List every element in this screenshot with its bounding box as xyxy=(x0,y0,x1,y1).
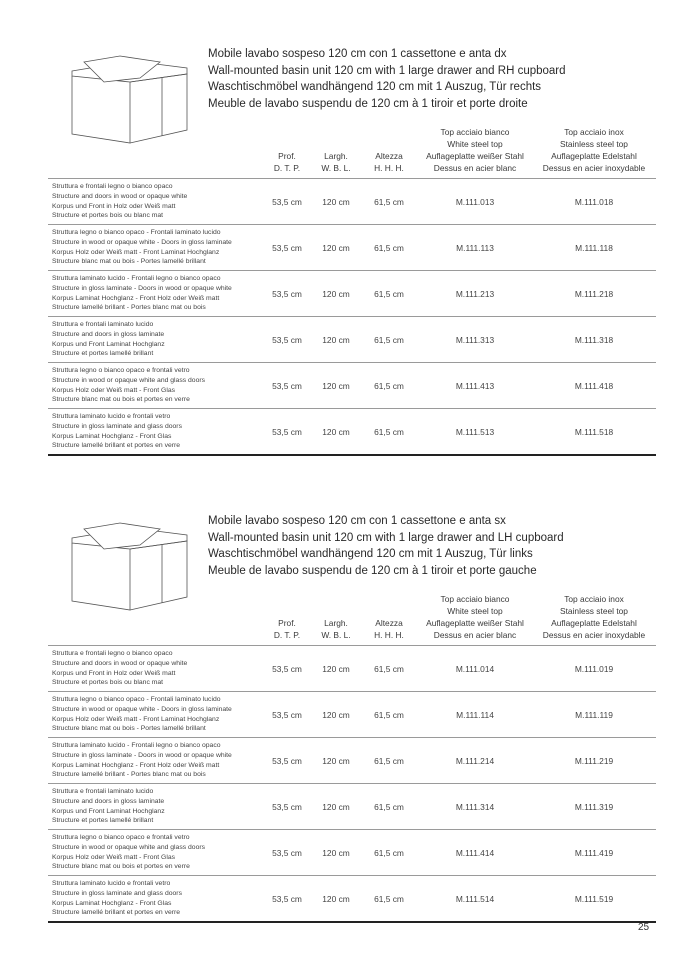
description-line: Structure in gloss laminate and glass doors xyxy=(52,422,182,430)
product-table xyxy=(48,645,656,923)
stainless-steel-code: M.111.318 xyxy=(532,317,656,363)
description-line: Structure lamellé brillant et portes en verre xyxy=(52,442,181,450)
product-title: Waschtischmöbel wandhängend 120 cm mit 1 Auszug, Tür rechts xyxy=(208,81,542,93)
width-cell: 120 cm xyxy=(312,830,360,876)
depth-cell: 53,5 cm xyxy=(262,317,312,363)
row-description xyxy=(48,876,262,923)
column-header-line: Top acciaio inox xyxy=(564,127,624,137)
description-line: Struttura e frontali legno o bianco opaco xyxy=(52,183,173,191)
row-description xyxy=(48,179,262,225)
description-line: Structure et portes bois ou blanc mat xyxy=(52,212,164,220)
column-header xyxy=(262,150,312,174)
description-line: Structure in gloss laminate and glass doors xyxy=(52,889,182,897)
row-description xyxy=(48,317,262,363)
description-line: Struttura laminato lucido - Frontali legno o bianco opaco xyxy=(52,275,221,283)
product-title: Wall-mounted basin unit 120 cm with 1 large drawer and LH cupboard xyxy=(208,531,564,544)
description-line: Structure blanc mat ou bois et portes en verre xyxy=(52,396,190,404)
column-header-line: H. H. H. xyxy=(374,630,404,640)
column-header xyxy=(532,593,656,641)
width-cell: 120 cm xyxy=(312,876,360,923)
column-header-line: Auflageplatte Edelstahl xyxy=(551,618,637,628)
depth-cell: 53,5 cm xyxy=(262,784,312,830)
column-header-line: Top acciaio bianco xyxy=(440,594,510,604)
table-row xyxy=(48,876,656,923)
stainless-steel-code: M.111.219 xyxy=(532,738,656,784)
stainless-steel-code: M.111.018 xyxy=(532,179,656,225)
description-line: Korpus und Front in Holz oder Weiß matt xyxy=(52,669,176,677)
description-line: Korpus Holz oder Weiß matt - Front Laminat Hochglanz xyxy=(52,248,220,256)
column-header-line: Auflageplatte weißer Stahl xyxy=(426,618,524,628)
table-row xyxy=(48,363,656,409)
description-line: Structure and doors in wood or opaque white xyxy=(52,192,188,200)
column-header-line: Altezza xyxy=(375,151,403,161)
column-header-line: Prof. xyxy=(278,618,296,628)
description-line: Struttura legno o bianco opaco e frontali vetro xyxy=(52,367,190,375)
depth-cell: 53,5 cm xyxy=(262,646,312,692)
column-header-line: Dessus en acier inoxydable xyxy=(542,163,646,173)
description-line: Struttura legno o bianco opaco - Frontali laminato lucido xyxy=(52,696,221,704)
description-line: Korpus Laminat Hochglanz - Front Glas xyxy=(52,899,172,907)
description-line: Struttura laminato lucido e frontali vetro xyxy=(52,413,171,421)
width-cell: 120 cm xyxy=(312,271,360,317)
description-line: Structure blanc mat ou bois - Portes lamellé brillant xyxy=(52,258,206,266)
column-header xyxy=(532,126,656,174)
description-line: Structure in wood or opaque white - Doors in gloss laminate xyxy=(52,705,232,713)
description-line: Structure in gloss laminate - Doors in wood or opaque white xyxy=(52,284,232,292)
description-line: Korpus Holz oder Weiß matt - Front Glas xyxy=(52,386,176,394)
column-header-line: H. H. H. xyxy=(374,163,404,173)
width-cell: 120 cm xyxy=(312,784,360,830)
description-line: Structure in wood or opaque white and glass doors xyxy=(52,843,206,851)
column-header-line: Largh. xyxy=(324,618,348,628)
description-line: Structure et portes lamellé brillant xyxy=(52,817,154,825)
column-header-line: Dessus en acier blanc xyxy=(433,630,517,640)
table-row xyxy=(48,179,656,225)
basin-unit-illustration xyxy=(62,513,192,613)
column-header-line: Altezza xyxy=(375,618,403,628)
white-steel-code: M.111.313 xyxy=(418,317,532,363)
product-title: Meuble de lavabo suspendu de 120 cm à 1 tiroir et porte droite xyxy=(208,97,528,110)
depth-cell: 53,5 cm xyxy=(262,179,312,225)
width-cell: 120 cm xyxy=(312,179,360,225)
column-header-line: Dessus en acier blanc xyxy=(433,163,517,173)
depth-cell: 53,5 cm xyxy=(262,830,312,876)
description-line: Structure lamellé brillant - Portes blanc mat ou bois xyxy=(52,304,206,312)
description-line: Structure and doors in gloss laminate xyxy=(52,330,165,338)
product-titles xyxy=(208,513,564,579)
row-description xyxy=(48,692,262,738)
description-line: Struttura e frontali laminato lucido xyxy=(52,788,154,796)
product-title: Waschtischmöbel wandhängend 120 cm mit 1 Auszug, Tür links xyxy=(208,548,533,560)
description-line: Korpus Laminat Hochglanz - Front Holz oder Weiß matt xyxy=(52,294,220,302)
row-description xyxy=(48,784,262,830)
column-header-line: White steel top xyxy=(447,139,503,149)
row-description xyxy=(48,738,262,784)
stainless-steel-code: M.111.518 xyxy=(532,409,656,456)
height-cell: 61,5 cm xyxy=(360,692,418,738)
row-description xyxy=(48,830,262,876)
column-header-line: Largh. xyxy=(324,151,348,161)
description-line: Korpus und Front Laminat Hochglanz xyxy=(52,340,165,348)
column-header-line: W. B. L. xyxy=(321,630,351,640)
stainless-steel-code: M.111.519 xyxy=(532,876,656,923)
column-header xyxy=(360,617,418,641)
description-line: Korpus Holz oder Weiß matt - Front Laminat Hochglanz xyxy=(52,715,220,723)
stainless-steel-code: M.111.118 xyxy=(532,225,656,271)
product-title: Mobile lavabo sospeso 120 cm con 1 cassettone e anta dx xyxy=(208,48,507,60)
column-header-line: Auflageplatte weißer Stahl xyxy=(426,151,524,161)
stainless-steel-code: M.111.418 xyxy=(532,363,656,409)
table-row xyxy=(48,784,656,830)
description-line: Structure lamellé brillant - Portes blanc mat ou bois xyxy=(52,771,206,779)
table-row xyxy=(48,225,656,271)
width-cell: 120 cm xyxy=(312,692,360,738)
white-steel-code: M.111.414 xyxy=(418,830,532,876)
white-steel-code: M.111.014 xyxy=(418,646,532,692)
height-cell: 61,5 cm xyxy=(360,876,418,923)
description-line: Structure et portes lamellé brillant xyxy=(52,350,154,358)
height-cell: 61,5 cm xyxy=(360,179,418,225)
column-header-line: Stainless steel top xyxy=(560,606,628,616)
description-line: Struttura legno o bianco opaco e frontali vetro xyxy=(52,834,190,842)
height-cell: 61,5 cm xyxy=(360,271,418,317)
width-cell: 120 cm xyxy=(312,738,360,784)
depth-cell: 53,5 cm xyxy=(262,738,312,784)
depth-cell: 53,5 cm xyxy=(262,692,312,738)
description-line: Structure in wood or opaque white - Doors in gloss laminate xyxy=(52,238,232,246)
description-line: Structure in wood or opaque white and glass doors xyxy=(52,376,206,384)
row-description xyxy=(48,646,262,692)
description-line: Korpus Holz oder Weiß matt - Front Glas xyxy=(52,853,176,861)
description-line: Korpus Laminat Hochglanz - Front Glas xyxy=(52,432,172,440)
width-cell: 120 cm xyxy=(312,646,360,692)
stainless-steel-code: M.111.119 xyxy=(532,692,656,738)
column-header-line: Stainless steel top xyxy=(560,139,628,149)
height-cell: 61,5 cm xyxy=(360,225,418,271)
column-header-line: D. T. P. xyxy=(273,630,301,640)
product-table xyxy=(48,178,656,456)
description-line: Structure in gloss laminate - Doors in wood or opaque white xyxy=(52,751,232,759)
white-steel-code: M.111.314 xyxy=(418,784,532,830)
depth-cell: 53,5 cm xyxy=(262,876,312,923)
table-row xyxy=(48,830,656,876)
white-steel-code: M.111.214 xyxy=(418,738,532,784)
white-steel-code: M.111.213 xyxy=(418,271,532,317)
column-header-line: White steel top xyxy=(447,606,503,616)
white-steel-code: M.111.113 xyxy=(418,225,532,271)
column-header-line: Top acciaio inox xyxy=(564,594,624,604)
stainless-steel-code: M.111.019 xyxy=(532,646,656,692)
description-line: Structure lamellé brillant et portes en verre xyxy=(52,909,181,917)
depth-cell: 53,5 cm xyxy=(262,225,312,271)
product-title: Wall-mounted basin unit 120 cm with 1 large drawer and RH cupboard xyxy=(208,64,566,77)
depth-cell: 53,5 cm xyxy=(262,363,312,409)
description-line: Structure and doors in wood or opaque white xyxy=(52,659,188,667)
height-cell: 61,5 cm xyxy=(360,738,418,784)
stainless-steel-code: M.111.419 xyxy=(532,830,656,876)
column-header-line: Prof. xyxy=(278,151,296,161)
table-row xyxy=(48,409,656,456)
stainless-steel-code: M.111.218 xyxy=(532,271,656,317)
row-description xyxy=(48,363,262,409)
height-cell: 61,5 cm xyxy=(360,830,418,876)
table-row xyxy=(48,738,656,784)
column-header-line: Dessus en acier inoxydable xyxy=(542,630,646,640)
column-header-line: W. B. L. xyxy=(321,163,351,173)
description-line: Struttura legno o bianco opaco - Frontali laminato lucido xyxy=(52,229,221,237)
column-header xyxy=(360,150,418,174)
product-title: Meuble de lavabo suspendu de 120 cm à 1 tiroir et porte gauche xyxy=(208,564,537,577)
white-steel-code: M.111.513 xyxy=(418,409,532,456)
white-steel-code: M.111.514 xyxy=(418,876,532,923)
width-cell: 120 cm xyxy=(312,409,360,456)
description-line: Korpus und Front in Holz oder Weiß matt xyxy=(52,202,176,210)
height-cell: 61,5 cm xyxy=(360,646,418,692)
height-cell: 61,5 cm xyxy=(360,363,418,409)
table-row xyxy=(48,646,656,692)
column-header xyxy=(418,126,532,174)
row-description xyxy=(48,225,262,271)
description-line: Struttura laminato lucido e frontali vetro xyxy=(52,880,171,888)
depth-cell: 53,5 cm xyxy=(262,271,312,317)
height-cell: 61,5 cm xyxy=(360,317,418,363)
product-title: Mobile lavabo sospeso 120 cm con 1 cassettone e anta sx xyxy=(208,515,506,527)
white-steel-code: M.111.013 xyxy=(418,179,532,225)
description-line: Structure and doors in gloss laminate xyxy=(52,797,165,805)
width-cell: 120 cm xyxy=(312,225,360,271)
description-line: Struttura laminato lucido - Frontali legno o bianco opaco xyxy=(52,742,221,750)
description-line: Structure blanc mat ou bois et portes en verre xyxy=(52,863,190,871)
column-header xyxy=(312,150,360,174)
table-row xyxy=(48,271,656,317)
description-line: Structure blanc mat ou bois - Portes lamellé brillant xyxy=(52,725,206,733)
white-steel-code: M.111.413 xyxy=(418,363,532,409)
table-row xyxy=(48,317,656,363)
basin-unit-illustration xyxy=(62,46,192,146)
column-header-line: Auflageplatte Edelstahl xyxy=(551,151,637,161)
product-titles xyxy=(208,46,566,112)
description-line: Structure et portes bois ou blanc mat xyxy=(52,679,164,687)
stainless-steel-code: M.111.319 xyxy=(532,784,656,830)
description-line: Korpus und Front Laminat Hochglanz xyxy=(52,807,165,815)
column-header xyxy=(262,617,312,641)
column-header xyxy=(312,617,360,641)
white-steel-code: M.111.114 xyxy=(418,692,532,738)
description-line: Struttura e frontali laminato lucido xyxy=(52,321,154,329)
column-header-line: D. T. P. xyxy=(273,163,301,173)
table-row xyxy=(48,692,656,738)
width-cell: 120 cm xyxy=(312,363,360,409)
column-header xyxy=(418,593,532,641)
width-cell: 120 cm xyxy=(312,317,360,363)
height-cell: 61,5 cm xyxy=(360,784,418,830)
page-number: 25 xyxy=(638,922,650,933)
height-cell: 61,5 cm xyxy=(360,409,418,456)
depth-cell: 53,5 cm xyxy=(262,409,312,456)
row-description xyxy=(48,271,262,317)
description-line: Korpus Laminat Hochglanz - Front Holz oder Weiß matt xyxy=(52,761,220,769)
column-header-line: Top acciaio bianco xyxy=(440,127,510,137)
description-line: Struttura e frontali legno o bianco opaco xyxy=(52,650,173,658)
row-description xyxy=(48,409,262,456)
